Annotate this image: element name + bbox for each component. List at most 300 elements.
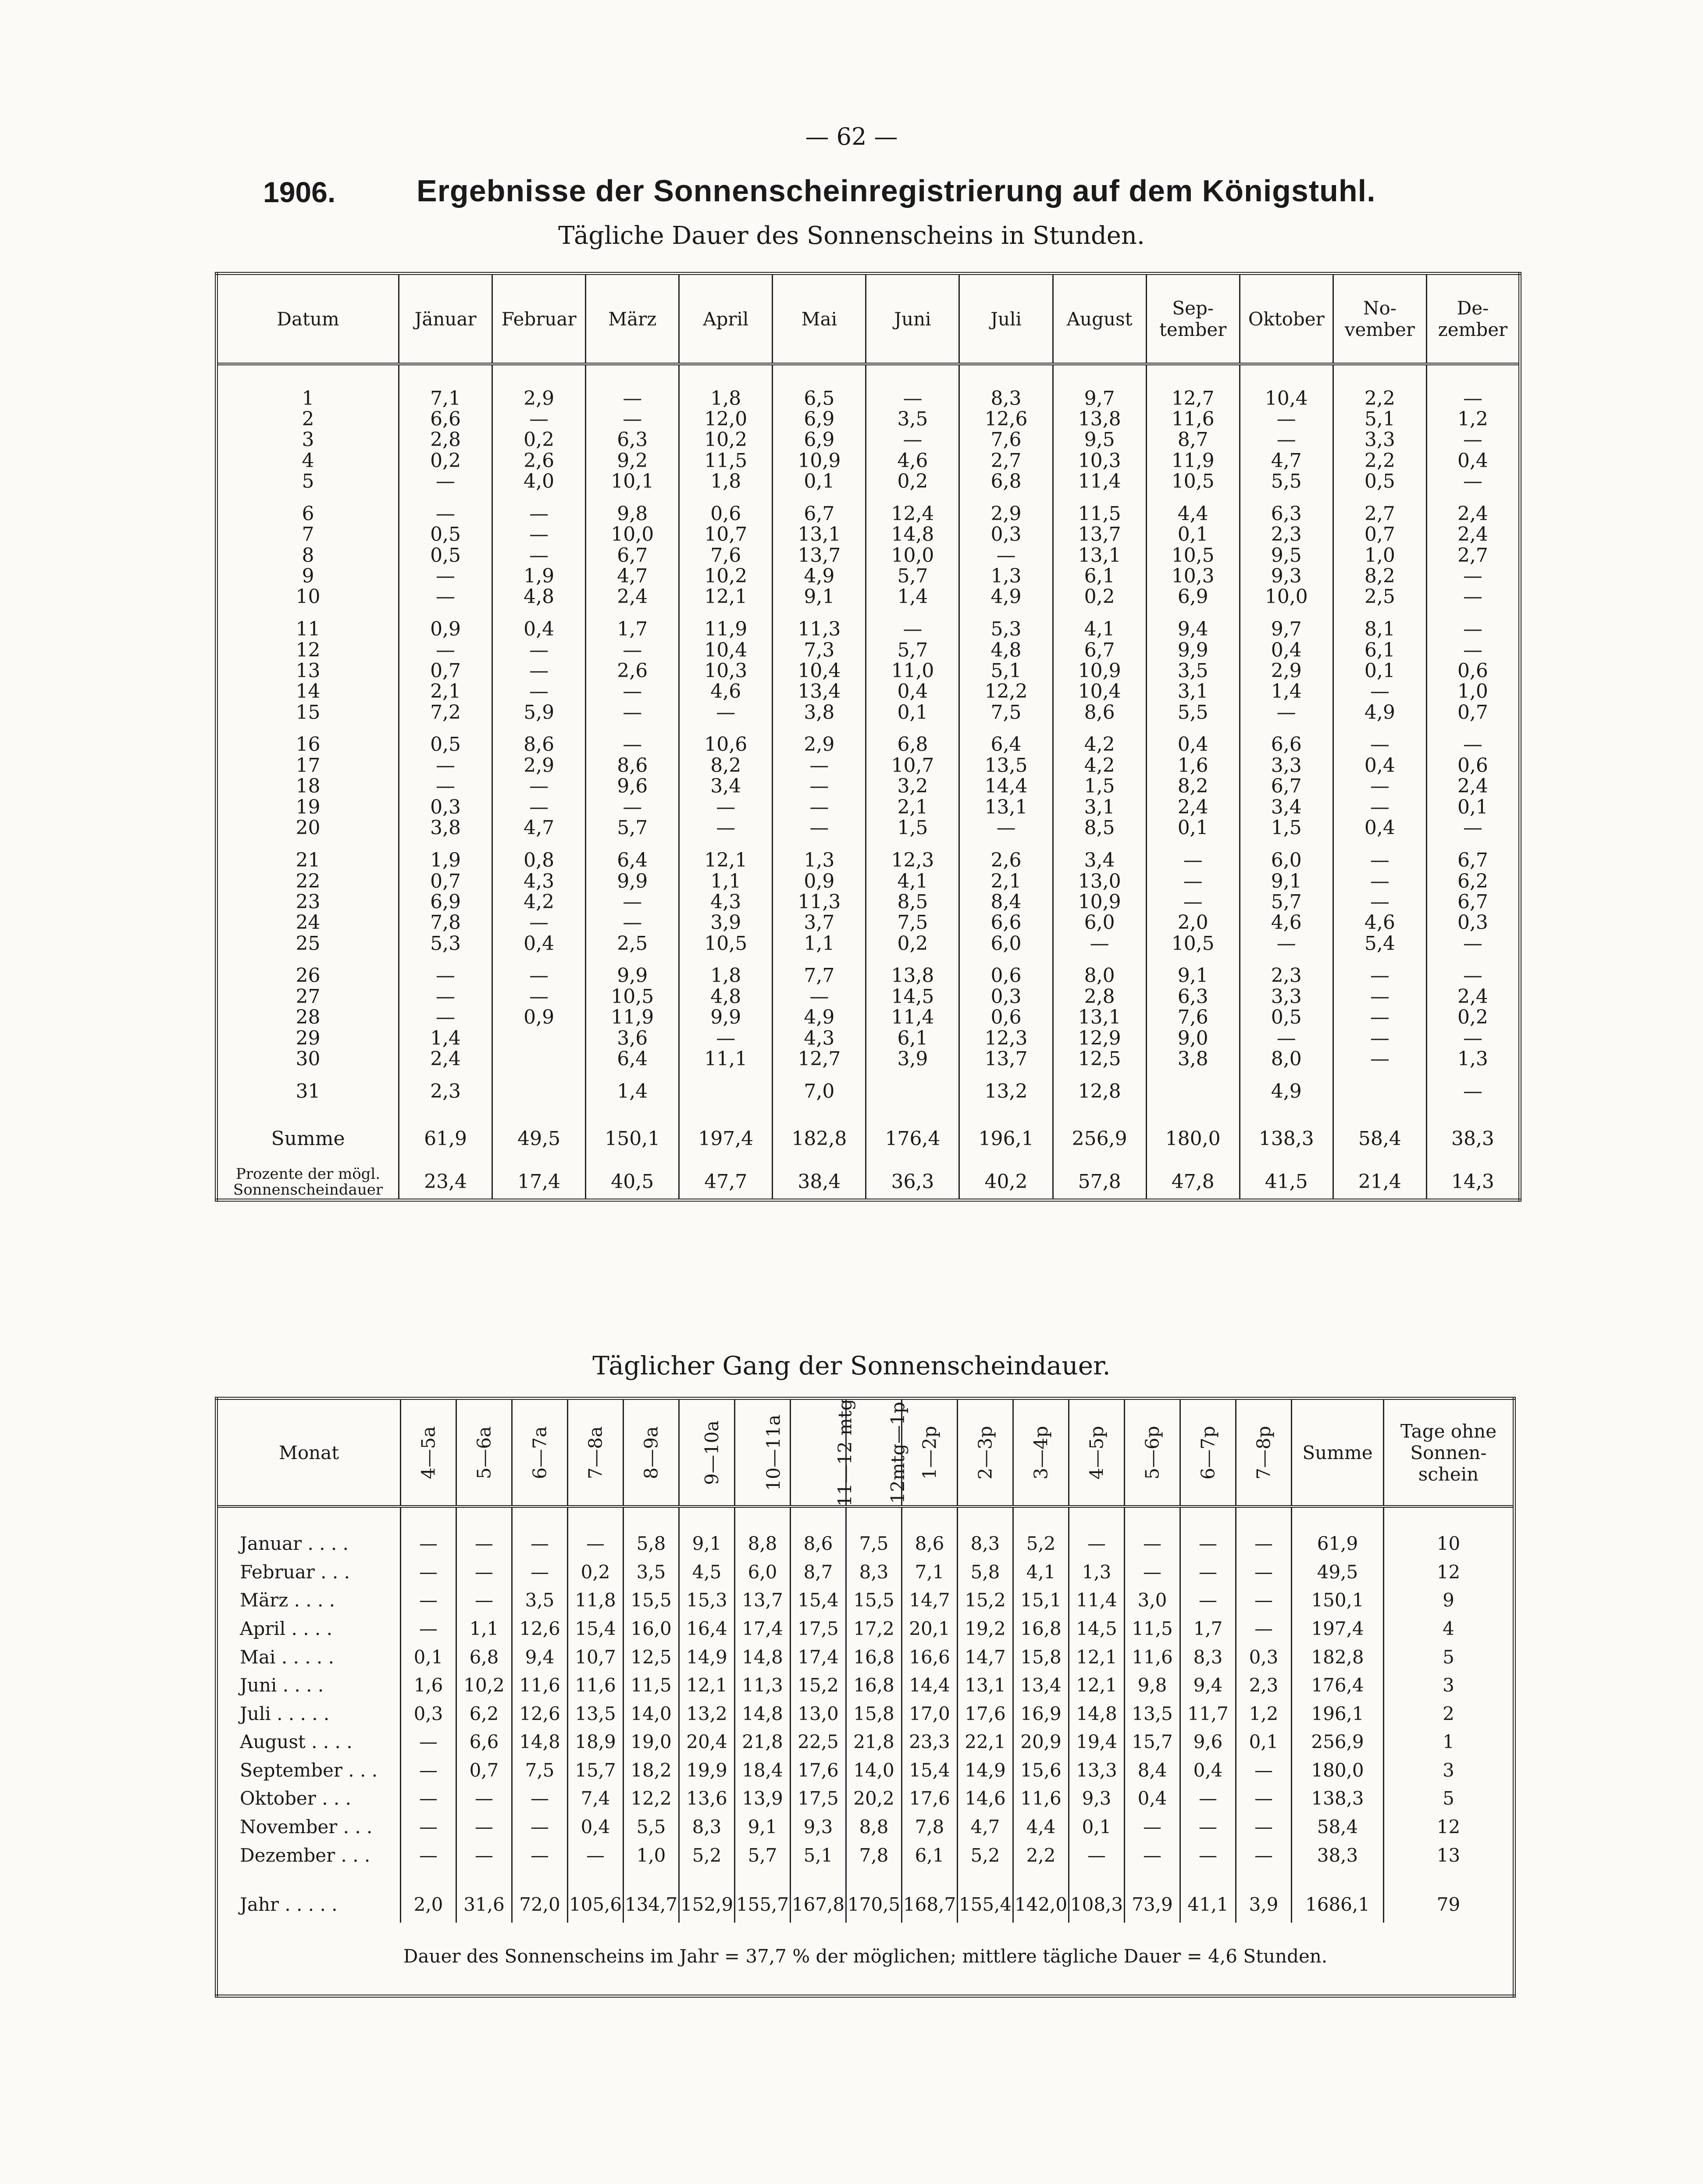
table1-value-cell: 5,3	[399, 933, 492, 954]
table1-value-cell	[1146, 1070, 1240, 1102]
table2-jahr-cell: 155,4	[958, 1870, 1013, 1923]
table1-value-cell: 2,4	[1426, 986, 1520, 1007]
table2-value-cell: 8,6	[791, 1530, 846, 1558]
table1-date-cell: 28	[217, 1007, 399, 1028]
table2-value-cell: 0,1	[1069, 1813, 1125, 1841]
table1-value-cell: 5,7	[586, 817, 679, 838]
table2-jahr-row	[217, 1870, 1514, 1923]
table1-value-cell: —	[586, 723, 679, 755]
table2-value-cell: —	[1125, 1841, 1180, 1870]
table1-date-cell: 10	[217, 587, 399, 607]
table2-value-cell: 9,1	[679, 1530, 735, 1558]
table2-spacer-cell	[623, 1506, 679, 1530]
table1-value-cell: —	[492, 954, 586, 986]
table1-row	[217, 545, 1520, 566]
table1-value-cell: 6,7	[1426, 839, 1520, 871]
table1-value-cell: 10,0	[1240, 587, 1333, 607]
table1-value-cell: —	[399, 471, 492, 492]
table1-value-cell: —	[1333, 1007, 1426, 1028]
table1-prozent-cell: 57,8	[1053, 1150, 1146, 1199]
table1-value-cell: —	[399, 756, 492, 776]
table1-value-cell: 12,7	[1146, 388, 1240, 409]
table2-month-cell: Mai . . . . .	[217, 1643, 401, 1671]
table1-value-cell: —	[959, 545, 1053, 566]
table1-value-cell: 6,9	[773, 409, 866, 429]
table1-filler-cell	[217, 1199, 399, 1200]
table2-value-cell: 2	[1384, 1699, 1514, 1728]
table1-value-cell: 4,3	[773, 1028, 866, 1049]
table1-value-cell: 10,3	[1146, 566, 1240, 586]
table2-value-cell: —	[1180, 1784, 1236, 1813]
table1-value-cell: 11,3	[773, 892, 866, 912]
table2-value-cell: 14,8	[1069, 1699, 1125, 1728]
table1-value-cell: 7,1	[399, 388, 492, 409]
table2-value-cell: —	[1180, 1813, 1236, 1841]
table2-jahr-cell: 105,6	[568, 1870, 623, 1923]
table1-value-cell: 4,9	[1240, 1070, 1333, 1102]
table1-value-cell: 9,9	[1146, 640, 1240, 660]
table2-value-cell: 17,4	[791, 1643, 846, 1671]
table1-value-cell: 2,6	[586, 660, 679, 681]
table1-prozent-cell: 40,2	[959, 1150, 1053, 1199]
table2-row	[217, 1699, 1514, 1728]
table2-value-cell: 0,7	[456, 1756, 512, 1785]
table2-value-cell: 11,5	[1125, 1615, 1180, 1643]
table2-value-cell: 16,4	[679, 1615, 735, 1643]
table2-value-cell: 6,8	[456, 1643, 512, 1671]
table1-date-cell: 14	[217, 682, 399, 702]
table2-value-cell: 12	[1384, 1813, 1514, 1841]
table1-value-cell	[866, 1070, 959, 1102]
table2-header-cell	[735, 1399, 791, 1507]
table1-row	[217, 986, 1520, 1007]
table2-value-cell: 16,0	[623, 1615, 679, 1643]
table1-value-cell: —	[492, 492, 586, 525]
table1-value-cell: 3,4	[1240, 797, 1333, 817]
table1-value-cell: —	[399, 492, 492, 525]
table2-value-cell: —	[401, 1558, 456, 1587]
table1-value-cell: 7,5	[959, 702, 1053, 723]
table1-row	[217, 954, 1520, 986]
table1-header-cell: April	[679, 274, 773, 364]
table1-value-cell: 6,2	[1426, 871, 1520, 892]
table2-subtitle: Täglicher Gang der Sonnenscheindauer.	[592, 1351, 1111, 1381]
table2-value-cell: 58,4	[1292, 1813, 1384, 1841]
table2-value-cell: —	[1125, 1558, 1180, 1587]
table1-value-cell: 3,5	[866, 409, 959, 429]
table1-value-cell: 0,6	[959, 1007, 1053, 1028]
table1-value-cell: 0,5	[1240, 1007, 1333, 1028]
table2-value-cell: 21,8	[846, 1728, 902, 1756]
table1-row	[217, 933, 1520, 954]
table1-value-cell: 4,8	[492, 587, 586, 607]
table2-hour-label: 8—9a	[640, 1426, 662, 1479]
table2-value-cell: 14,0	[623, 1699, 679, 1728]
table2-value-cell: 14,9	[958, 1756, 1013, 1785]
table2-value-cell: 150,1	[1292, 1586, 1384, 1615]
table1-value-cell: 1,4	[586, 1070, 679, 1102]
table1-value-cell: 0,4	[492, 933, 586, 954]
table1-value-cell: 7,6	[679, 545, 773, 566]
table1-filler-cell	[866, 1199, 959, 1200]
table1-date-cell: 22	[217, 871, 399, 892]
table2-spacer-cell	[902, 1506, 958, 1530]
table1-value-cell: —	[399, 566, 492, 586]
table1-value-cell: 10,0	[586, 525, 679, 545]
table2-value-cell: 4,7	[958, 1813, 1013, 1841]
table1-value-cell: 4,7	[586, 566, 679, 586]
table2-jahr-label: Jahr . . . . .	[217, 1870, 401, 1923]
table1-value-cell: 7,2	[399, 702, 492, 723]
table1-summe-cell: 61,9	[399, 1102, 492, 1150]
table1-value-cell: 11,6	[1146, 409, 1240, 429]
table1-value-cell: 12,1	[679, 587, 773, 607]
table1-value-cell: 2,8	[399, 430, 492, 450]
table1-value-cell: 5,7	[866, 566, 959, 586]
page-title: Ergebnisse der Sonnenscheinregistrierung auf dem Königstuhl.	[417, 174, 1376, 208]
table1-summe-cell: 58,4	[1333, 1102, 1426, 1150]
table2-value-cell: 7,8	[846, 1841, 902, 1870]
table2-value-cell: 2,3	[1236, 1671, 1292, 1700]
table1-value-cell: 14,4	[959, 776, 1053, 797]
table1-header-cell: Mai	[773, 274, 866, 364]
table1-value-cell: 10,5	[679, 933, 773, 954]
table1-prozent-row	[217, 1150, 1520, 1199]
table2-spacer-cell	[401, 1506, 456, 1530]
table1-value-cell: —	[773, 776, 866, 797]
table1-value-cell: 0,4	[1240, 640, 1333, 660]
table1-value-cell: 0,5	[1333, 471, 1426, 492]
table1-filler-row	[217, 1199, 1520, 1200]
table1-row	[217, 723, 1520, 755]
table1-value-cell: —	[1146, 871, 1240, 892]
table1-value-cell: 2,6	[492, 450, 586, 471]
table1-value-cell: —	[959, 817, 1053, 838]
table1-value-cell: —	[1333, 1028, 1426, 1049]
table1-date-cell: 29	[217, 1028, 399, 1049]
table2-jahr-cell: 108,3	[1069, 1870, 1125, 1923]
table2-value-cell: 15,1	[1013, 1586, 1069, 1615]
table1-row	[217, 892, 1520, 912]
table1-summe-cell: 138,3	[1240, 1102, 1333, 1150]
table1-prozent-cell: 38,4	[773, 1150, 866, 1199]
table2-hour-label: 4—5p	[1086, 1425, 1108, 1480]
table1-value-cell: —	[399, 776, 492, 797]
table1-value-cell: 2,4	[399, 1049, 492, 1069]
table2-value-cell: 17,2	[846, 1615, 902, 1643]
table2-value-cell: 9	[1384, 1586, 1514, 1615]
table2-spacer-cell	[1125, 1506, 1180, 1530]
table2-hour-label: 12mtg—1p	[887, 1401, 909, 1504]
table1-value-cell: 3,1	[1146, 682, 1240, 702]
table1-value-cell: —	[773, 817, 866, 838]
table1-value-cell: 0,4	[1333, 817, 1426, 838]
table2-value-cell: 15,7	[568, 1756, 623, 1785]
table2-value-cell: 19,4	[1069, 1728, 1125, 1756]
table1-value-cell: 2,4	[1426, 525, 1520, 545]
table2-jahr-cell: 72,0	[512, 1870, 568, 1923]
table1-value-cell: 12,3	[959, 1028, 1053, 1049]
table2-value-cell: 12,2	[623, 1784, 679, 1813]
table2-spacer-cell	[679, 1506, 735, 1530]
table2-value-cell: 3	[1384, 1671, 1514, 1700]
table1-value-cell: 11,5	[1053, 492, 1146, 525]
table1-value-cell: 8,1	[1333, 607, 1426, 640]
table2-spacer-cell	[512, 1506, 568, 1530]
table1-value-cell: 11,3	[773, 607, 866, 640]
table2-month-cell: Juli . . . . .	[217, 1699, 401, 1728]
table2-value-cell: 49,5	[1292, 1558, 1384, 1587]
table1-date-cell: 31	[217, 1070, 399, 1102]
table1-value-cell: 1,2	[1426, 409, 1520, 429]
table1-header-cell: Oktober	[1240, 274, 1333, 364]
table2-value-cell: 0,4	[568, 1813, 623, 1841]
table1-value-cell: 1,9	[492, 566, 586, 586]
table1-value-cell: 11,4	[866, 1007, 959, 1028]
table1-value-cell: 11,9	[679, 607, 773, 640]
table1-value-cell: —	[679, 817, 773, 838]
table2-value-cell: 1,6	[401, 1671, 456, 1700]
table1-value-cell: 10,0	[866, 545, 959, 566]
table1-date-cell: 3	[217, 430, 399, 450]
table2-value-cell: —	[512, 1784, 568, 1813]
table1-value-cell: 3,7	[773, 913, 866, 933]
table1-spacer-row	[217, 364, 1520, 388]
table1-value-cell: —	[679, 797, 773, 817]
table1-row	[217, 1070, 1520, 1102]
table1-value-cell: 12,6	[959, 409, 1053, 429]
table1-value-cell: 6,9	[399, 892, 492, 912]
table2-hour-label: 5—6a	[473, 1426, 495, 1479]
hourly-sunshine-table	[215, 1397, 1516, 1998]
table2-value-cell: —	[456, 1784, 512, 1813]
table2-header-cell	[1125, 1399, 1180, 1507]
table1-row	[217, 702, 1520, 723]
table2-hour-label: 5—6p	[1141, 1425, 1163, 1480]
table1-value-cell: 13,8	[1053, 409, 1146, 429]
table1-date-cell: 21	[217, 839, 399, 871]
table1-prozent-cell: 40,5	[586, 1150, 679, 1199]
table1-row	[217, 1049, 1520, 1069]
table1-value-cell: 2,2	[1333, 450, 1426, 471]
table1-value-cell: 10,5	[1146, 545, 1240, 566]
table1-value-cell: 1,8	[679, 954, 773, 986]
table1-value-cell: 3,4	[679, 776, 773, 797]
table2-value-cell: 8,3	[958, 1530, 1013, 1558]
table1-value-cell: 10,7	[866, 756, 959, 776]
table2-value-cell: 138,3	[1292, 1784, 1384, 1813]
table1-value-cell: 6,1	[1333, 640, 1426, 660]
table1-value-cell: 0,8	[492, 839, 586, 871]
table1-value-cell: 4,2	[1053, 756, 1146, 776]
table2-jahr-cell: 3,9	[1236, 1870, 1292, 1923]
table2-spacer-cell	[1013, 1506, 1069, 1530]
table1-spacer-cell	[1333, 364, 1426, 388]
table1-value-cell: —	[1333, 871, 1426, 892]
table1-value-cell: 2,3	[1240, 525, 1333, 545]
table1-value-cell: 11,9	[586, 1007, 679, 1028]
table1-value-cell: 8,7	[1146, 430, 1240, 450]
table2-value-cell: —	[1069, 1841, 1125, 1870]
table1-value-cell: 1,3	[1426, 1049, 1520, 1069]
table2-value-cell: 6,0	[735, 1558, 791, 1587]
table1-value-cell: —	[1240, 430, 1333, 450]
page-number: — 62 —	[805, 123, 898, 150]
table1-value-cell: 1,5	[866, 817, 959, 838]
table1-value-cell: —	[1426, 388, 1520, 409]
table1-value-cell: 4,9	[773, 566, 866, 586]
table2-value-cell: 11,6	[512, 1671, 568, 1700]
table2-value-cell: —	[456, 1558, 512, 1587]
table1-value-cell: 3,5	[1146, 660, 1240, 681]
table1-value-cell: —	[1240, 933, 1333, 954]
table1-value-cell: 1,6	[1146, 756, 1240, 776]
table1-value-cell: 11,0	[866, 660, 959, 681]
table2-value-cell: 15,7	[1125, 1728, 1180, 1756]
table1-value-cell: 0,3	[399, 797, 492, 817]
table2-value-cell: 8,4	[1125, 1756, 1180, 1785]
table2-value-cell: 14,8	[735, 1699, 791, 1728]
table1-value-cell: —	[399, 1007, 492, 1028]
table2-header-cell	[1180, 1399, 1236, 1507]
table1-value-cell: 1,0	[1426, 682, 1520, 702]
table2-month-cell: Oktober . . .	[217, 1784, 401, 1813]
table1-filler-cell	[399, 1199, 492, 1200]
table1-value-cell: 6,0	[959, 933, 1053, 954]
table1-value-cell: 5,7	[1240, 892, 1333, 912]
table1-summe-cell: 182,8	[773, 1102, 866, 1150]
table1-spacer-cell	[586, 364, 679, 388]
table1-value-cell: 10,5	[1146, 471, 1240, 492]
table1-value-cell: 4,4	[1146, 492, 1240, 525]
table1-body	[217, 364, 1520, 1200]
table1-value-cell: 3,2	[866, 776, 959, 797]
table1-value-cell: 9,1	[1240, 871, 1333, 892]
table2-value-cell: 0,3	[401, 1699, 456, 1728]
table1-value-cell: 0,2	[866, 471, 959, 492]
table1-value-cell: 6,4	[959, 723, 1053, 755]
table2-value-cell: 11,5	[623, 1671, 679, 1700]
table2-header-cell	[791, 1399, 856, 1507]
table1-row	[217, 913, 1520, 933]
table1-date-cell: 30	[217, 1049, 399, 1069]
table1-summe-cell: 256,9	[1053, 1102, 1146, 1150]
table2-value-cell: 14,0	[846, 1756, 902, 1785]
table1-filler-cell	[1146, 1199, 1240, 1200]
table2-value-cell: —	[456, 1841, 512, 1870]
table1-value-cell: —	[586, 892, 679, 912]
table1-value-cell: —	[866, 388, 959, 409]
table2-value-cell: 15,4	[568, 1615, 623, 1643]
table1-value-cell: 8,2	[679, 756, 773, 776]
table1-value-cell: 4,3	[679, 892, 773, 912]
table1-value-cell: 3,9	[679, 913, 773, 933]
table2-value-cell: 14,8	[512, 1728, 568, 1756]
table2-row	[217, 1586, 1514, 1615]
table2-value-cell: 15,4	[791, 1586, 846, 1615]
table1-date-cell: 27	[217, 986, 399, 1007]
table1-value-cell: 8,6	[492, 723, 586, 755]
table1-value-cell: 9,1	[773, 587, 866, 607]
table1-row	[217, 839, 1520, 871]
table1-value-cell: 2,5	[586, 933, 679, 954]
table1-row	[217, 682, 1520, 702]
table1-value-cell: —	[1426, 1028, 1520, 1049]
table1-value-cell: —	[586, 409, 679, 429]
table1-prozent-cell: 41,5	[1240, 1150, 1333, 1199]
table1-summe-cell: 38,3	[1426, 1102, 1520, 1150]
table1-date-cell: 15	[217, 702, 399, 723]
table1-value-cell: —	[399, 587, 492, 607]
table1-value-cell: 13,1	[773, 525, 866, 545]
table2-value-cell: 2,2	[1013, 1841, 1069, 1870]
table1-value-cell: 0,3	[959, 986, 1053, 1007]
table1-value-cell: 7,8	[399, 913, 492, 933]
table2-jahr-cell: 2,0	[401, 1870, 456, 1923]
table2-jahr-cell: 73,9	[1125, 1870, 1180, 1923]
table2-value-cell: 13,1	[958, 1671, 1013, 1700]
table1-value-cell: —	[1333, 954, 1426, 986]
table2-hour-label: 7—8a	[584, 1426, 606, 1479]
table2-value-cell: 7,1	[902, 1558, 958, 1587]
table1-value-cell: 3,8	[1146, 1049, 1240, 1069]
table1-value-cell: 13,1	[1053, 545, 1146, 566]
table1-value-cell: 4,0	[492, 471, 586, 492]
table2-value-cell: —	[512, 1841, 568, 1870]
table2-value-cell: —	[401, 1841, 456, 1870]
table2-value-cell: 20,1	[902, 1615, 958, 1643]
table2-spacer-cell	[846, 1506, 902, 1530]
table2-value-cell: 6,6	[456, 1728, 512, 1756]
table2-value-cell: 19,2	[958, 1615, 1013, 1643]
table1-row	[217, 471, 1520, 492]
table1-prozent-cell: 14,3	[1426, 1150, 1520, 1199]
table1-value-cell: —	[492, 986, 586, 1007]
table1-value-cell: 7,6	[959, 430, 1053, 450]
table2-value-cell: 8,8	[735, 1530, 791, 1558]
table1-value-cell: 2,4	[1426, 492, 1520, 525]
table2-value-cell: 5,7	[735, 1841, 791, 1870]
table1-row	[217, 430, 1520, 450]
table1-row	[217, 409, 1520, 429]
table1-value-cell: 5,7	[866, 640, 959, 660]
table2-value-cell: 1	[1384, 1728, 1514, 1756]
table1-header-cell: Februar	[492, 274, 586, 364]
table1-value-cell: 9,8	[586, 492, 679, 525]
table2-month-cell: Februar . . .	[217, 1558, 401, 1587]
table1-value-cell: 9,3	[1240, 566, 1333, 586]
table1-value-cell: 6,7	[773, 492, 866, 525]
table1-value-cell: 2,2	[1333, 388, 1426, 409]
table1-date-cell: 23	[217, 892, 399, 912]
table2-header-cell	[1013, 1399, 1069, 1507]
table1-value-cell: 13,1	[959, 797, 1053, 817]
table1-value-cell: 2,3	[399, 1070, 492, 1102]
table2-value-cell: 12,5	[623, 1643, 679, 1671]
table1-value-cell: —	[1333, 797, 1426, 817]
table1-value-cell: 1,4	[1240, 682, 1333, 702]
table1-prozent-cell: 21,4	[1333, 1150, 1426, 1199]
table2-value-cell: 180,0	[1292, 1756, 1384, 1785]
table1-value-cell: 4,6	[866, 450, 959, 471]
table1-value-cell: 2,4	[1426, 776, 1520, 797]
table2-value-cell: 15,5	[623, 1586, 679, 1615]
table1-value-cell: 0,1	[1146, 817, 1240, 838]
table1-value-cell: —	[1426, 587, 1520, 607]
table2-jahr-cell: 155,7	[735, 1870, 791, 1923]
table2-value-cell: 15,2	[791, 1671, 846, 1700]
table1-value-cell: 0,2	[399, 450, 492, 471]
